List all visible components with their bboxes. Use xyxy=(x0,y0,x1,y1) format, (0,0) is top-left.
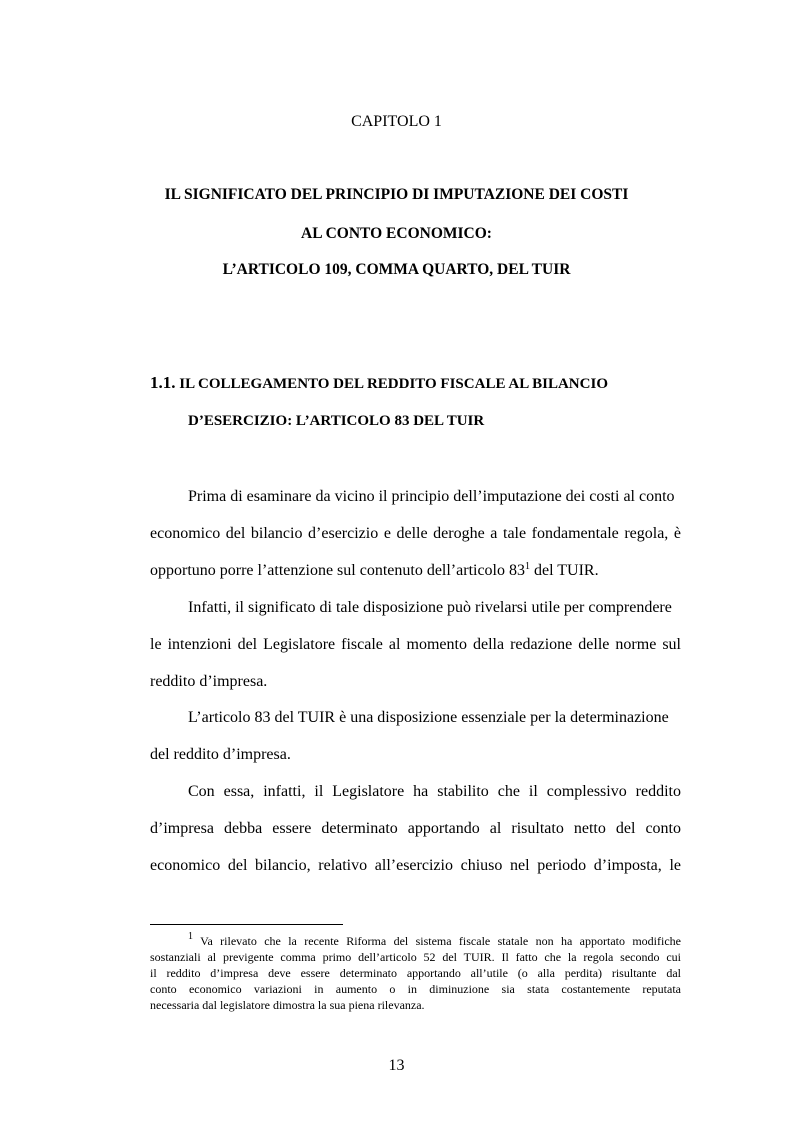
footnote-ref[interactable]: 1 xyxy=(525,561,530,572)
page-number: 13 xyxy=(388,1057,405,1074)
chapter-label: CAPITOLO 1 xyxy=(351,113,442,130)
body-line: del reddito d’impresa. xyxy=(150,746,291,763)
body-line: economico del bilancio d’esercizio e delle deroghe a tale fondamentale regola, è xyxy=(150,525,681,542)
body-line: d’impresa debba essere determinato apportando al risultato netto del conto xyxy=(150,820,681,837)
section-number: 1.1. xyxy=(150,373,176,392)
footnote-text: Va rilevato che la recente Riforma del sistema fiscale statale non ha apportato modifiche xyxy=(200,934,681,948)
footnote-line: il reddito d’impresa deve essere determinato apportando all’utile (o alla perdita) risultante dal xyxy=(150,966,681,980)
footnote-line: conto economico variazioni in aumento o in diminuzione sia stata costantemente reputata xyxy=(150,982,681,996)
body-line: L’articolo 83 del TUIR è una disposizione essenziale per la determinazione xyxy=(188,709,669,726)
footnote-separator xyxy=(150,924,343,925)
chapter-title-line-2: AL CONTO ECONOMICO: xyxy=(301,225,492,242)
section-heading-line-2: D’ESERCIZIO: L’ARTICOLO 83 DEL TUIR xyxy=(188,413,485,429)
footnote-line: sostanziali al previgente comma primo dell’articolo 52 del TUIR. Il fatto che la regola secondo cui xyxy=(150,950,681,964)
body-line: Infatti, il significato di tale disposizione può rivelarsi utile per comprendere xyxy=(188,599,672,616)
body-line: economico del bilancio, relativo all’esercizio chiuso nel periodo d’imposta, le xyxy=(150,857,681,874)
body-line xyxy=(150,561,599,581)
section-title-part-1: IL COLLEGAMENTO DEL REDDITO FISCALE AL BILANCIO xyxy=(179,376,608,392)
body-text: opportuno porre l’attenzione sul contenuto dell’articolo 83 xyxy=(150,562,525,579)
chapter-title-line-1: IL SIGNIFICATO DEL PRINCIPIO DI IMPUTAZIONE DEI COSTI xyxy=(164,186,629,203)
footnote-line xyxy=(188,933,681,949)
body-text: del TUIR. xyxy=(534,562,599,579)
section-heading-line-1 xyxy=(150,373,608,393)
body-line: le intenzioni del Legislatore fiscale al momento della redazione delle norme sul xyxy=(150,636,681,653)
body-line: Prima di esaminare da vicino il principio dell’imputazione dei costi al conto xyxy=(188,488,675,505)
chapter-title-line-3: L’ARTICOLO 109, COMMA QUARTO, DEL TUIR xyxy=(222,261,571,278)
footnote-line: necessaria dal legislatore dimostra la sua piena rilevanza. xyxy=(150,998,425,1012)
body-line: reddito d’impresa. xyxy=(150,673,268,690)
footnote-marker: 1 xyxy=(188,931,193,942)
body-line: Con essa, infatti, il Legislatore ha stabilito che il complessivo reddito xyxy=(188,783,681,800)
